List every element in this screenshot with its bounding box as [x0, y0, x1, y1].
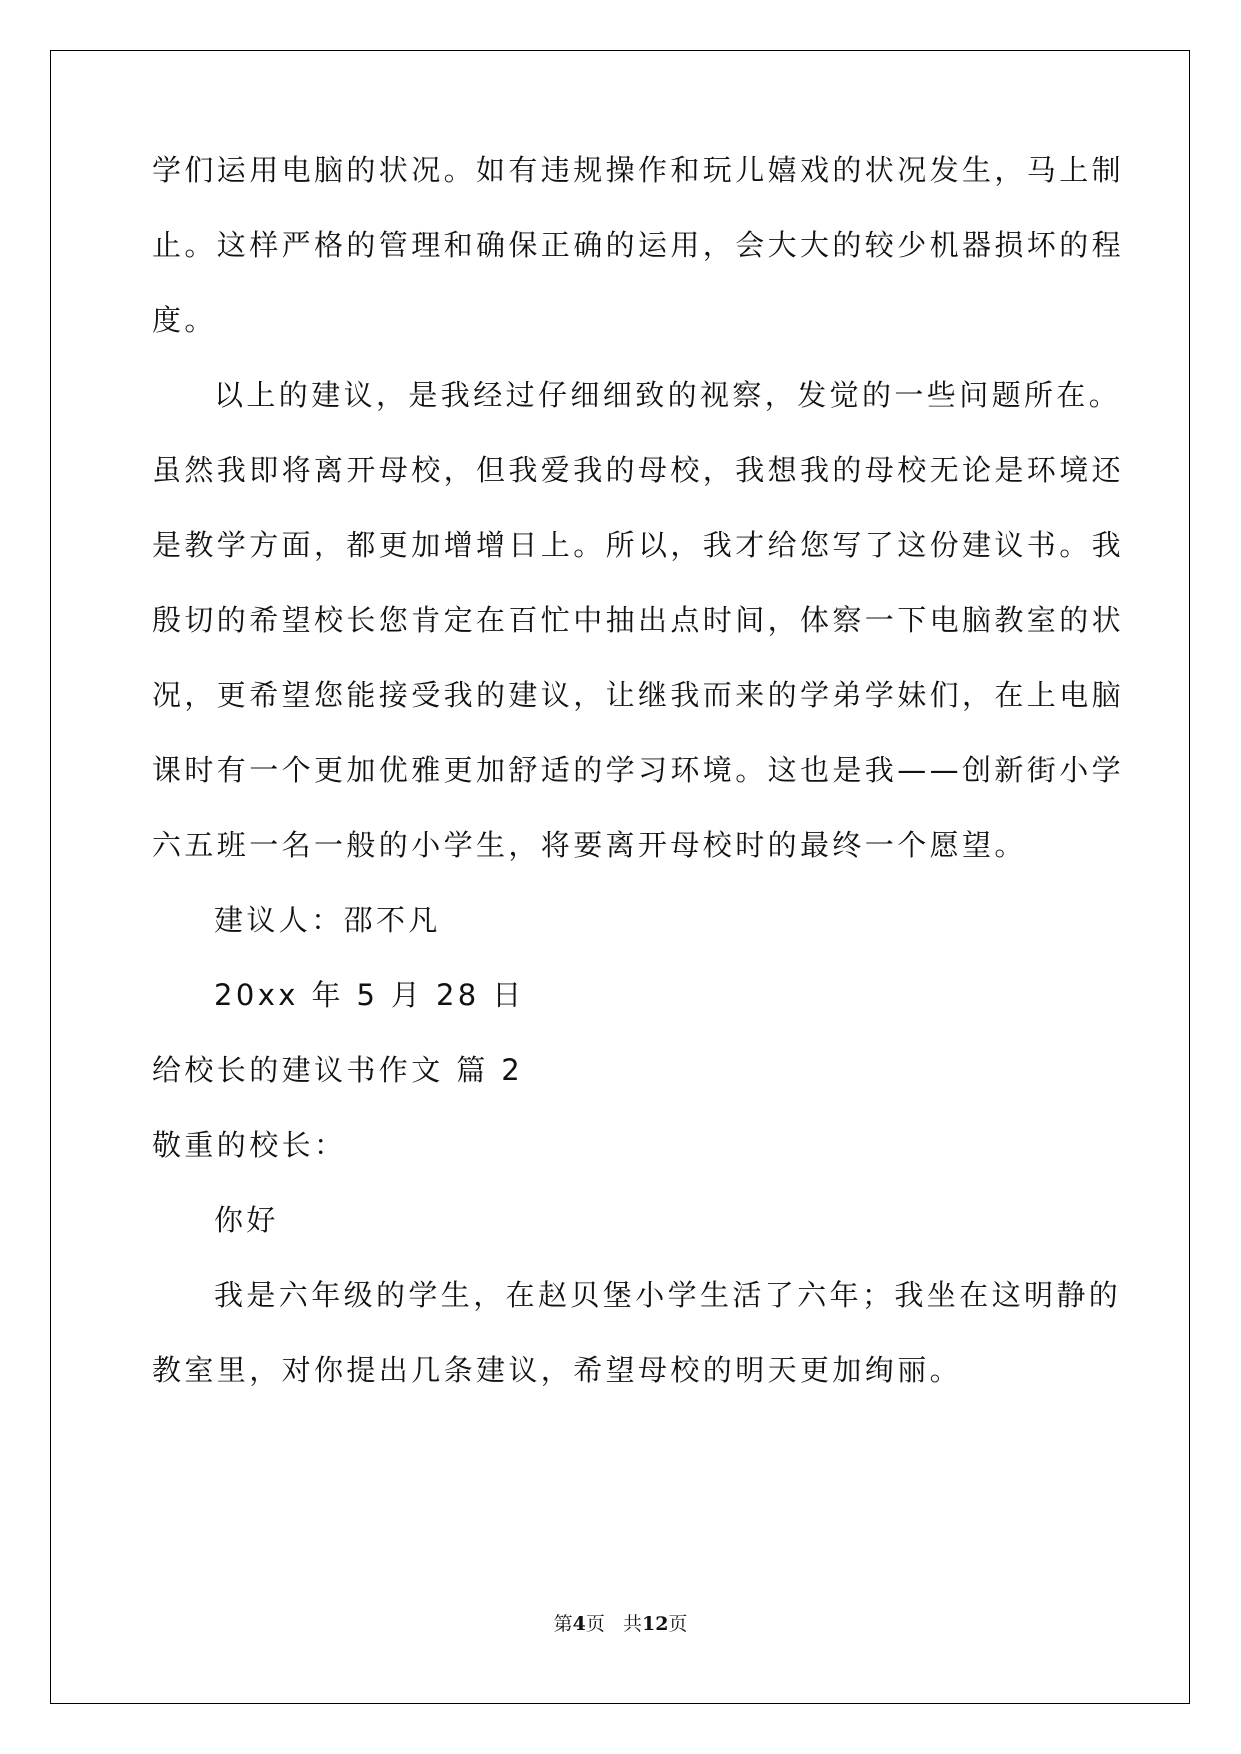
total-pages: 12 — [641, 1613, 669, 1635]
footer-prefix: 第 — [553, 1613, 573, 1635]
body-line-4: 以上的建议，是我经过仔细细致的视察，发觉的一些问题所在。 — [214, 378, 1122, 412]
footer-total-prefix: 共 — [622, 1613, 642, 1635]
page-footer — [0, 1612, 1241, 1636]
body-line-2: 止。这样严格的管理和确保正确的运用，会大大的较少机器损坏的程 — [152, 228, 1125, 262]
body-line-6: 是教学方面，都更加增增日上。所以，我才给您写了这份建议书。我 — [152, 528, 1125, 562]
footer-total-suffix: 页 — [668, 1613, 688, 1635]
body-line-1: 学们运用电脑的状况。如有违规操作和玩儿嬉戏的状况发生，马上制 — [152, 153, 1125, 187]
body-line-17: 教室里，对你提出几条建议，希望母校的明天更加绚丽。 — [152, 1353, 963, 1387]
footer-page-suffix: 页 — [585, 1613, 605, 1635]
body-line-16: 我是六年级的学生，在赵贝堡小学生活了六年；我坐在这明静的 — [214, 1278, 1122, 1312]
signature-line: 建议人：邵不凡 — [214, 903, 441, 937]
body-line-8: 况，更希望您能接受我的建议，让继我而来的学弟学妹们，在上电脑 — [152, 678, 1125, 712]
body-line-10: 六五班一名一般的小学生，将要离开母校时的最终一个愿望。 — [152, 828, 1027, 862]
salutation-line: 敬重的校长： — [152, 1128, 347, 1162]
section-heading: 给校长的建议书作文 篇 2 — [152, 1053, 524, 1087]
date-line: 20xx 年 5 月 28 日 — [214, 978, 525, 1012]
page-border — [50, 50, 1190, 1704]
page-number: 4 — [572, 1613, 586, 1635]
greeting-line: 你好 — [214, 1203, 279, 1237]
body-line-3: 度。 — [152, 303, 217, 337]
body-line-7: 殷切的希望校长您肯定在百忙中抽出点时间，体察一下电脑教室的状 — [152, 603, 1125, 637]
body-line-9: 课时有一个更加优雅更加舒适的学习环境。这也是我——创新街小学 — [152, 753, 1125, 787]
body-line-5: 虽然我即将离开母校，但我爱我的母校，我想我的母校无论是环境还 — [152, 453, 1125, 487]
